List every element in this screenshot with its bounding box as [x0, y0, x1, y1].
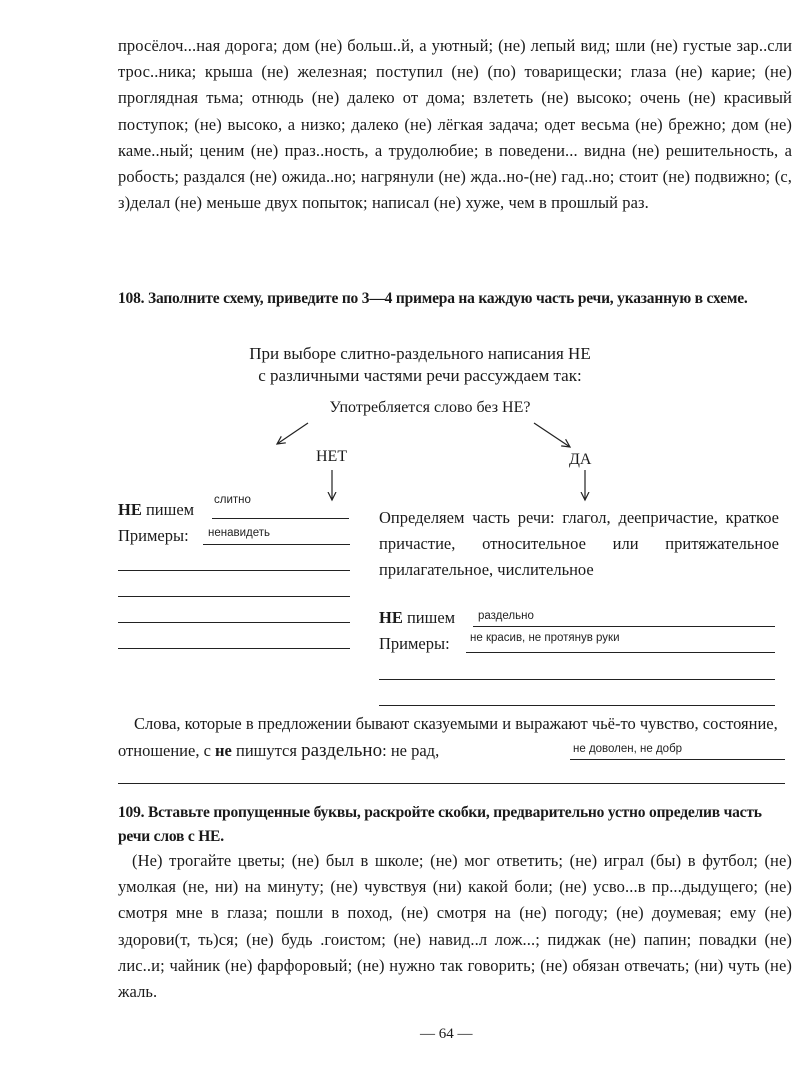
exercise-109-text: (Не) трогайте цветы; (не) был в школе; (не) мог ответить; (не) играл (бы) в футбол; (не) умолкая (не, ни) на минуту; (не) чувствуя (ни) какой боли; (не) усво...в пр...дыдущего; (не) смотря мне в глаза; пошли в поход, (не) смотря на (не) погоду; (не) доумевая; ему (не) здорови(т, ть)ся; (не) будь .гоистом; (не) навид..л лож...; пиджак (не) папин; повадки (не) лис..и; чайник (не) фарфоровый; (не) нужно так говорить; (не) обязан отвечать; (ни) чуть (не) жаль. — [118, 851, 792, 1002]
right-blank-line-1[interactable] — [379, 679, 775, 680]
define-part-of-speech-text: Определяем часть речи: глагол, деепричастие, краткое причастие, относительное или притяжательное прилагательное, числительное — [379, 508, 779, 579]
ne-label: НЕ — [118, 500, 142, 519]
right-write-row — [379, 608, 455, 628]
left-write-line — [212, 518, 349, 519]
left-examples-line — [203, 544, 350, 545]
exercise-109-heading: 109. Вставьте пропущенные буквы, раскройте скобки, предварительно устно определив часть речи слов с НЕ. — [118, 804, 762, 845]
arrow-to-yes-icon — [534, 423, 570, 447]
note-ne: не — [215, 740, 232, 760]
branch-no-label: НЕТ — [316, 448, 348, 465]
left-examples-answer[interactable]: ненавидеть — [208, 527, 271, 539]
note-text: пишутся — [231, 740, 302, 760]
right-write-line — [473, 626, 775, 627]
ne-label: НЕ — [379, 608, 403, 627]
note-blank-line[interactable] — [118, 783, 785, 784]
write-label: пишем — [145, 500, 195, 519]
left-write-answer[interactable]: слитно — [214, 494, 251, 506]
write-label: пишем — [406, 608, 456, 627]
left-blank-line-2[interactable] — [118, 596, 350, 597]
scheme-title-line2: с различными частями речи рассуждаем так: — [258, 366, 582, 385]
right-examples-row — [379, 634, 450, 654]
note-answer-line — [570, 759, 785, 760]
left-write-row — [118, 500, 194, 520]
examples-label: Примеры: — [379, 634, 450, 653]
left-blank-line-4[interactable] — [118, 648, 350, 649]
scheme-title-line1: При выборе слитно-раздельного написания НЕ — [249, 344, 591, 363]
examples-label: Примеры: — [118, 526, 189, 545]
right-write-answer[interactable]: раздельно — [478, 610, 534, 622]
page-number: — 64 — — [420, 1026, 473, 1042]
exercise-108-heading: 108. Заполните схему, приведите по 3—4 примера на каждую часть речи, указанную в схеме. — [118, 290, 748, 307]
scheme-question: Употребляется слово без НЕ? — [329, 399, 531, 416]
predicate-words-note — [118, 711, 794, 764]
exercise-107-text: просёлоч...ная дорога; дом (не) больш..й, а уютный; (не) лепый вид; шли (не) густые зар..сли трос..ника; крыша (не) железная; поступил (не) (по) товарищески; глаза (не) карие; (не) проглядная тьма; отнюдь (не) далеко от дома; взлететь (не) высоко; очень (не) красивый поступок; (не) высоко, а низко; далеко (не) лёгкая задача; одет весьма (не) брежно; дом (не) каме..ный; ценим (не) праз..ность, а трудолюбие; в поведени... видна (не) решительность, а робость; раздался (не) ожида..но; нагрянули (не) жда..но-(не) гад..но; стоит (не) подвижно; (с, з)делал (не) меньше двух попыток; написал (не) хуже, чем в прошлый раз. — [118, 36, 792, 213]
arrow-to-no-icon — [277, 423, 308, 444]
right-examples-line — [466, 652, 775, 653]
left-blank-line-3[interactable] — [118, 622, 350, 623]
note-text: : не рад, — [382, 740, 440, 760]
note-text: Слова, которые в предложении бывают сказуемыми и выражают чьё-то чувство, состояние, отношение, с — [118, 714, 778, 760]
right-examples-answer[interactable]: не красив, не протянув руки — [470, 632, 620, 644]
branch-yes-label: ДА — [569, 451, 592, 468]
note-separately: раздельно — [301, 739, 383, 761]
right-blank-line-2[interactable] — [379, 705, 775, 706]
note-answer[interactable]: не доволен, не добр — [573, 743, 683, 755]
left-blank-line-1[interactable] — [118, 570, 350, 571]
left-examples-row — [118, 526, 189, 546]
